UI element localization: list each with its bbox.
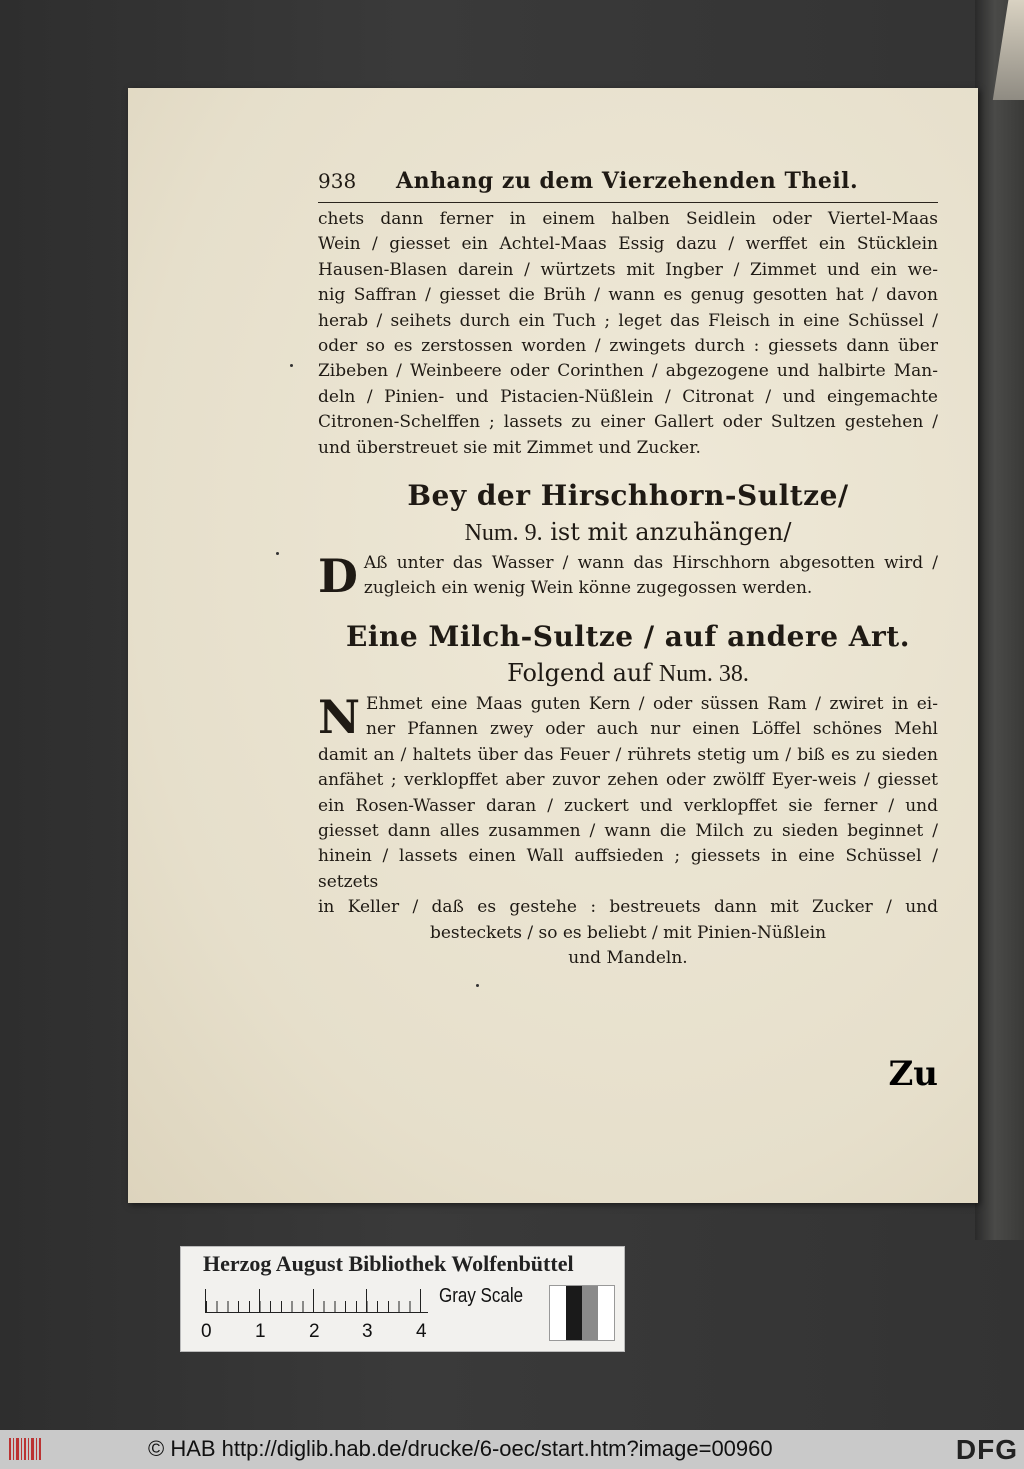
paper-speck — [290, 364, 293, 367]
scale-number: 1 — [255, 1321, 266, 1342]
scale-number: 0 — [201, 1321, 212, 1342]
text-line: damit an / haltets über das Feuer / rührets stetig um / biß es zu sieden — [318, 744, 938, 765]
section-heading-milch: Eine Milch-Sultze / auf andere Art. — [346, 619, 910, 653]
text-line: in Keller / daß es gestehe : bestreuets dann mit Zucker / und — [318, 897, 938, 918]
number-reference: Num. 38. — [658, 660, 749, 687]
barcode-icon — [8, 1436, 44, 1462]
text-line: Wein / giesset ein Achtel-Maas Essig dazu / werffet ein Stücklein — [318, 234, 938, 255]
drop-initial: D — [318, 549, 358, 604]
subheading-text: Folgend auf — [507, 658, 652, 687]
ruler-baseline — [206, 1312, 428, 1313]
text-line: besteckets / so es beliebt / mit Pinien-Nüßlein — [429, 922, 827, 943]
text-line: Hausen-Blasen darein / würtzets mit Ingber / Zimmet und ein we- — [318, 259, 938, 280]
text-line: oder so es zerstossen worden / zwingets durch : giessets dann über — [318, 336, 938, 357]
scale-number: 4 — [416, 1321, 427, 1342]
text-line: herab / seihets durch ein Tuch ; leget das Fleisch in eine Schüssel / — [318, 310, 938, 331]
section-subheading-hirschhorn — [318, 518, 938, 547]
gray-scale-label: Gray Scale — [439, 1285, 524, 1307]
scale-number: 2 — [309, 1321, 320, 1342]
drop-initial: N — [318, 689, 361, 744]
section-subheading-milch — [318, 659, 938, 688]
section-heading-hirschhorn: Bey der Hirschhorn-Sultze/ — [407, 479, 849, 513]
page-number: 938 — [318, 169, 357, 193]
book-edge — [975, 0, 1024, 1240]
gray-patch — [566, 1286, 582, 1340]
ruler-major-tick — [313, 1289, 314, 1313]
running-title: Anhang zu dem Vierzehenden Theil. — [396, 168, 859, 194]
text-line: Citronen-Schelffen ; lassets zu einer Gallert oder Sultzen gestehen / — [318, 412, 938, 433]
gray-patch — [598, 1286, 614, 1340]
text-line: ein Rosen-Wasser daran / zuckert und verklopffet sie ferner / und — [318, 795, 938, 816]
catchword: Zu — [888, 1054, 938, 1094]
gray-scale-patches — [549, 1285, 615, 1341]
ruler-major-tick — [420, 1289, 421, 1313]
paper-speck — [476, 984, 479, 987]
gray-patch — [582, 1286, 598, 1340]
footer-bar — [0, 1430, 1024, 1469]
paragraph-1 — [318, 207, 938, 461]
text-line: Aß unter das Wasser / wann das Hirschhorn abgesotten wird / — [363, 553, 938, 574]
text-line: Zibeben / Weinbeere oder Corinthen / abgezogene und halbirte Man- — [318, 361, 938, 382]
subheading-text: ist mit anzuhängen/ — [550, 518, 792, 547]
text-line: giesset dann alles zusammen / wann die Milch zu sieden beginnet / — [318, 820, 938, 841]
ruler-major-tick — [259, 1289, 260, 1313]
paper-speck — [276, 552, 279, 555]
text-line: zugleich ein wenig Wein könne zugegossen werden. — [363, 578, 813, 599]
text-line: anfähet ; verklopffet aber zuvor zehen oder zwölff Eyer-weis / giesset — [318, 770, 938, 791]
text-line: chets dann ferner in einem halben Seidlein oder Viertel-Maas — [318, 209, 938, 229]
text-line: deln / Pinien- und Pistacien-Nüßlein / Citronat / und eingemachte — [318, 386, 938, 407]
text-line: und Mandeln. — [568, 947, 688, 968]
number-reference: Num. 9. — [464, 520, 543, 547]
paragraph-3 — [318, 689, 938, 971]
running-head — [318, 168, 938, 203]
text-line: und überstreuet sie mit Zimmet und Zucker. — [318, 437, 701, 458]
ruler-major-tick — [366, 1289, 367, 1313]
text-line: ner Pfannen zwey oder auch nur einen Löffel schönes Mehl — [366, 719, 938, 740]
scale-ruler — [205, 1289, 428, 1313]
dfg-logo: DFG — [955, 1434, 1018, 1465]
library-label-card — [180, 1246, 625, 1352]
copyright-link[interactable]: © HAB http://diglib.hab.de/drucke/6-oec/start.htm?image=00960 — [148, 1436, 773, 1461]
text-line: Ehmet eine Maas guten Kern / oder süssen Ram / zwiret in ei- — [366, 693, 938, 714]
paragraph-2 — [318, 551, 938, 602]
scale-number: 3 — [362, 1321, 373, 1342]
text-line: nig Saffran / giesset die Brüh / wann es genug gesotten hat / davon — [318, 285, 938, 306]
gray-patch — [550, 1286, 566, 1340]
page-content — [318, 168, 938, 971]
text-line: hinein / lassets einen Wall auffsieden ; giessets in eine Schüssel / setzets — [318, 846, 938, 892]
library-name: Herzog August Bibliothek Wolfenbüttel — [203, 1251, 574, 1276]
book-page — [128, 88, 978, 1203]
